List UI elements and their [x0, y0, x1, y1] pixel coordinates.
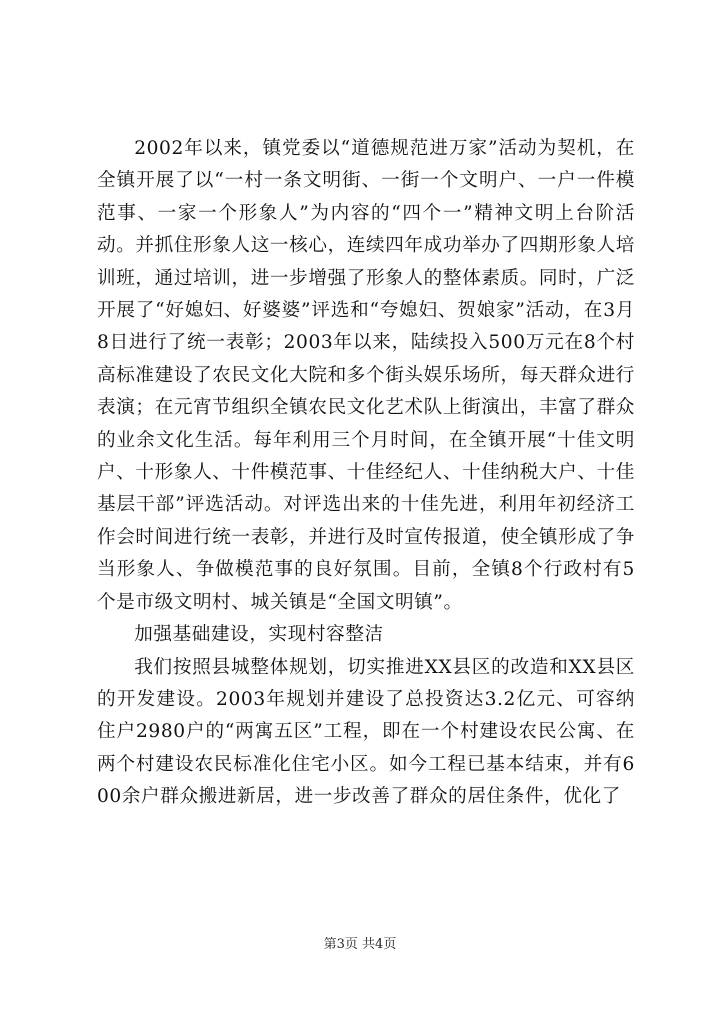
document-body	[97, 133, 635, 814]
paragraph-spiritual-civilization: 2002年以来，镇党委以“道德规范进万家”活动为契机，在全镇开展了以“一村一条文明街、一街一个文明户、一户一件模范事、一家一个形象人”为内容的“四个一”精神文明上台阶活动。并抓住形象人这一核心，连续四年成功举办了四期形象人培训班，通过培训，进一步增强了形象人的整体素质。同时，广泛开展了“好媳妇、好婆婆”评选和“夸媳妇、贺娘家”活动，在3月8日进行了统一表彰；2003年以来，陆续投入500万元在8个村高标准建设了农民文化大院和多个街头娱乐场所，每天群众进行表演；在元宵节组织全镇农民文化艺术队上街演出，丰富了群众的业余文化生活。每年利用三个月时间，在全镇开展“十佳文明户、十形象人、十件模范事、十佳经纪人、十佳纳税大户、十佳基层干部”评选活动。对评选出来的十佳先进，利用年初经济工作会时间进行统一表彰，并进行及时宣传报道，使全镇形成了争当形象人、争做模范事的良好氛围。目前，全镇8个行政村有5个是市级文明村、城关镇是“全国文明镇”。	[97, 138, 635, 613]
page-footer: 第3页 共4页	[323, 937, 397, 952]
paragraph-county-development: 我们按照县城整体规划，切实推进XX县区的改造和XX县区的开发建设。2003年规划并建设了总投资达3.2亿元、可容纳住户2980户的“两寓五区”工程，即在一个村建设农民公寓、在两个村建设农民标准化住宅小区。如今工程已基本结束，并有600余户群众搬进新居，进一步改善了群众的居住条件，优化了	[97, 656, 635, 808]
section-heading-infrastructure: 加强基础建设，实现村容整洁	[134, 624, 384, 646]
